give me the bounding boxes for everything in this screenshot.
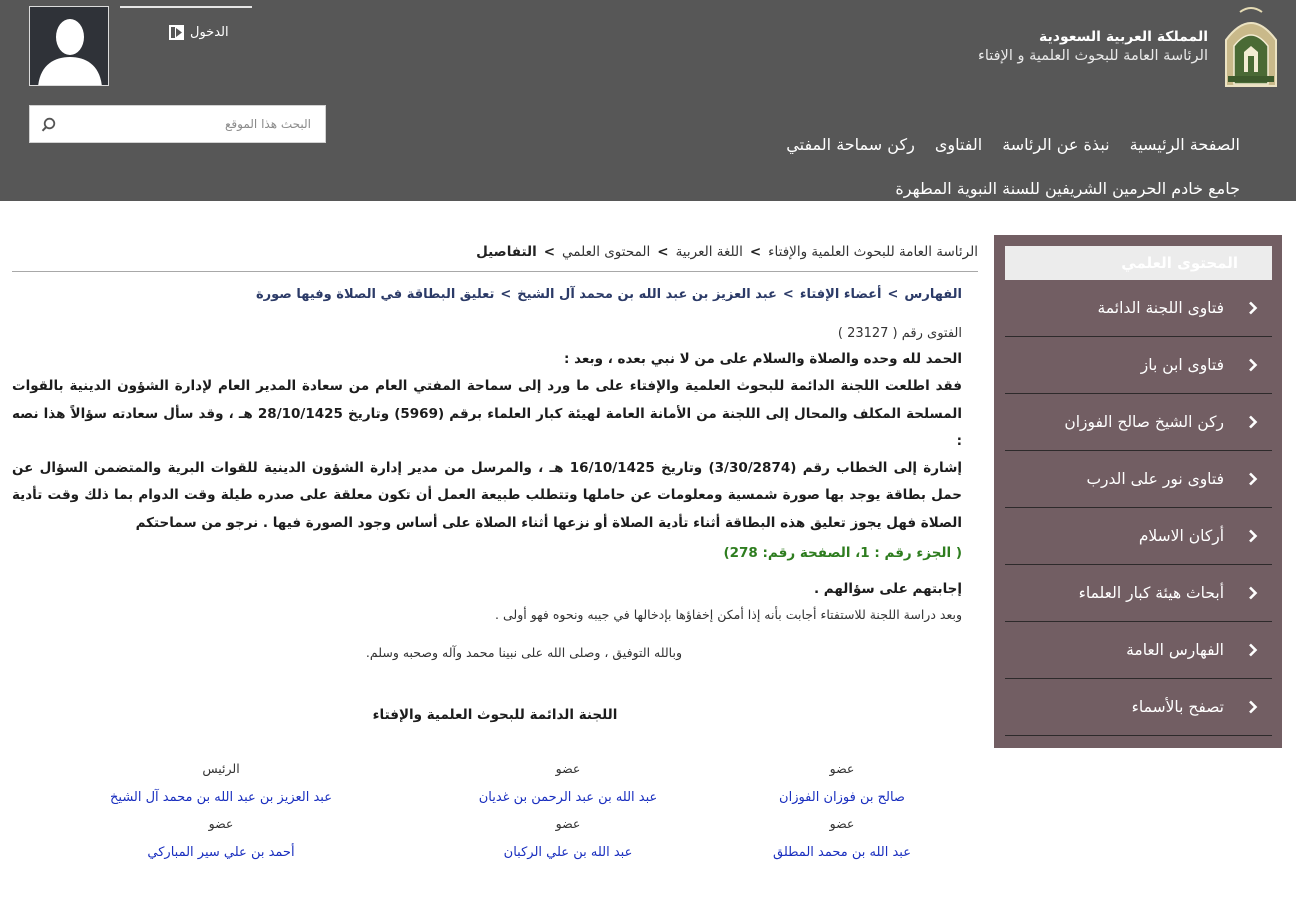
sidebar-item-label: ركن الشيخ صالح الفوزان	[1064, 413, 1224, 431]
search-input[interactable]	[30, 106, 325, 142]
brand-country: المملكة العربية السعودية	[1039, 29, 1208, 45]
sidebar-item-label: فتاوى نور على الدرب	[1086, 470, 1224, 488]
committee-title: اللجنة الدائمة للبحوث العلمية والإفتاء	[372, 707, 618, 723]
login-label: الدخول	[190, 24, 229, 40]
main-nav	[600, 122, 1240, 210]
member-name-link[interactable]: عبد الله بن محمد المطلق	[773, 845, 911, 860]
closing-text: وبالله التوفيق ، وصلى الله على نبينا محمد وآله وصحبه وسلم.	[365, 645, 682, 661]
index-path-indexes[interactable]: الفهارس	[904, 287, 962, 302]
sidebar-item-fawzan-corner[interactable]	[1005, 394, 1272, 451]
chevron-right-icon	[1248, 529, 1258, 543]
chevron-right-icon	[1248, 472, 1258, 486]
index-path-scholar[interactable]: عبد العزيز بن عبد الله بن محمد آل الشيخ	[517, 287, 777, 302]
index-path-topic[interactable]: تعليق البطاقة في الصلاة وفيها صورة	[256, 287, 495, 302]
index-path-separator: >	[782, 287, 794, 302]
page-reference: ( الجزء رقم : 1، الصفحة رقم: 278)	[723, 545, 962, 562]
member-role: عضو	[555, 816, 581, 831]
sidebar-item-general-indexes[interactable]	[1005, 622, 1272, 679]
site-header	[0, 0, 1296, 201]
sidebar-item-permanent-committee[interactable]	[1005, 280, 1272, 337]
brand-organization: الرئاسة العامة للبحوث العلمية و الإفتاء	[978, 48, 1208, 64]
user-avatar[interactable]	[29, 6, 109, 86]
nav-item-about[interactable]: نبذة عن الرئاسة	[1002, 134, 1110, 154]
fatwa-opening: الحمد لله وحده والصلاة والسلام على من لا نبي بعده ، وبعد :	[564, 351, 962, 367]
site-search	[29, 105, 326, 143]
member	[71, 815, 371, 863]
sidebar-item-label: أركان الاسلام	[1138, 527, 1224, 545]
nav-item-home[interactable]: الصفحة الرئيسية	[1129, 134, 1240, 154]
breadcrumb-item-presidency[interactable]: الرئاسة العامة للبحوث العلمية والإفتاء	[768, 244, 978, 260]
sidebar-title: المحتوى العلمي	[1005, 246, 1272, 280]
member-role: عضو	[555, 761, 581, 776]
breadcrumb	[476, 244, 978, 260]
sidebar-item-noor-ala-darb[interactable]	[1005, 451, 1272, 508]
member-name-link[interactable]: عبد العزيز بن عبد الله بن محمد آل الشيخ	[110, 790, 332, 805]
sidebar-item-ibn-baz[interactable]	[1005, 337, 1272, 394]
member-role: عضو	[829, 761, 855, 776]
sidebar-item-pillars-of-islam[interactable]	[1005, 508, 1272, 565]
login-icon	[168, 24, 185, 41]
nav-item-mufti-corner[interactable]: ركن سماحة المفتي	[786, 134, 915, 154]
fatwa-paragraph: فقد اطلعت اللجنة الدائمة للبحوث العلمية والإفتاء على ما ورد إلى سماحة المفتي العام من سعادة المدير العام لإدارة الشؤون الدينية بالقوات المسلحة المكلف والمحال إلى اللجنة من الأمانة العامة لهيئة كبار العلماء برقم (5969) وتاريخ 28/10/1425 هـ ، وقد سأل سعادته سؤالاً هذا نصه :	[12, 378, 962, 449]
breadcrumb-separator: >	[657, 244, 669, 260]
fatwa-number: الفتوى رقم ( 23127 )	[837, 326, 962, 341]
user-silhouette-icon	[30, 7, 109, 86]
member-role: عضو	[829, 816, 855, 831]
member-name-link[interactable]: عبد الله بن عبد الرحمن بن غديان	[478, 790, 658, 805]
sidebar-item-label: تصفح بالأسماء	[1131, 698, 1224, 716]
chevron-right-icon	[1248, 415, 1258, 429]
member-chairman	[71, 760, 371, 808]
index-path-separator: >	[887, 287, 899, 302]
chevron-right-icon	[1248, 301, 1258, 315]
answer-heading: إجابتهم على سؤالهم .	[813, 581, 962, 598]
login-divider	[120, 6, 252, 8]
index-path-separator: >	[500, 287, 512, 302]
breadcrumb-separator: >	[749, 244, 762, 260]
index-path-members[interactable]: أعضاء الإفتاء	[799, 287, 882, 302]
answer-text: وبعد دراسة اللجنة للاستفتاء أجابت بأنه إذا أمكن إخفاؤها بإدخالها في جيبه ونحوه فهو أولى .	[495, 607, 962, 623]
sidebar-item-label: الفهارس العامة	[1126, 641, 1224, 659]
nav-item-fatwas[interactable]: الفتاوى	[934, 134, 983, 154]
member-name-link[interactable]: أحمد بن علي سير المباركي	[147, 845, 295, 860]
breadcrumb-current: التفاصيل	[476, 244, 537, 260]
breadcrumb-separator: >	[543, 244, 556, 260]
member-role: عضو	[208, 816, 234, 831]
nav-item-sunnah-mosque[interactable]: جامع خادم الحرمين الشريفين للسنة النبوية المطهرة	[895, 178, 1240, 198]
member-role: الرئيس	[202, 761, 240, 776]
breadcrumb-divider	[12, 271, 978, 272]
login-link[interactable]	[168, 22, 229, 42]
site-brand[interactable]	[978, 6, 1282, 88]
sidebar-item-senior-scholars-research[interactable]	[1005, 565, 1272, 622]
member	[692, 760, 992, 808]
breadcrumb-item-arabic[interactable]: اللغة العربية	[675, 244, 743, 260]
search-icon[interactable]	[40, 116, 58, 134]
breadcrumb-item-scientific-content[interactable]: المحتوى العلمي	[562, 244, 651, 260]
member	[418, 760, 718, 808]
sidebar-item-label: أبحاث هيئة كبار العلماء	[1078, 584, 1224, 602]
chevron-right-icon	[1248, 358, 1258, 372]
sidebar-item-browse-by-names[interactable]	[1005, 679, 1272, 736]
sidebar-item-label: فتاوى اللجنة الدائمة	[1097, 299, 1224, 317]
fatwa-content	[12, 322, 962, 664]
index-path	[256, 287, 962, 302]
member	[418, 815, 718, 863]
sidebar	[994, 235, 1282, 748]
fatwa-question: إشارة إلى الخطاب رقم (3/30/2874) وتاريخ 16/10/1425 هـ ، والمرسل من مدير إدارة الشؤون الدينية للقوات البرية والمتضمن السؤال عن حمل بطاقة يوجد بها صورة شمسية ومعلومات عن حاملها وتتطلب طبيعة العمل أن تكون معلقة على صدره طيلة وقت الدوام بما ذلك وقت تأدية الصلاة فهل يجوز تعليق هذه البطاقة أثناء تأدية الصلاة أو نزعها أثناء الصلاة على أساس وجود الصورة فيها . نرجو من سماحتكم	[12, 460, 963, 531]
chevron-right-icon	[1248, 643, 1258, 657]
sidebar-item-label: فتاوى ابن باز	[1140, 356, 1224, 374]
member-name-link[interactable]: عبد الله بن علي الركبان	[503, 845, 633, 860]
chevron-right-icon	[1248, 586, 1258, 600]
member	[692, 815, 992, 863]
member-name-link[interactable]: صالح بن فوزان الفوزان	[779, 790, 905, 805]
chevron-right-icon	[1248, 700, 1258, 714]
mosque-logo-icon	[1220, 6, 1282, 88]
